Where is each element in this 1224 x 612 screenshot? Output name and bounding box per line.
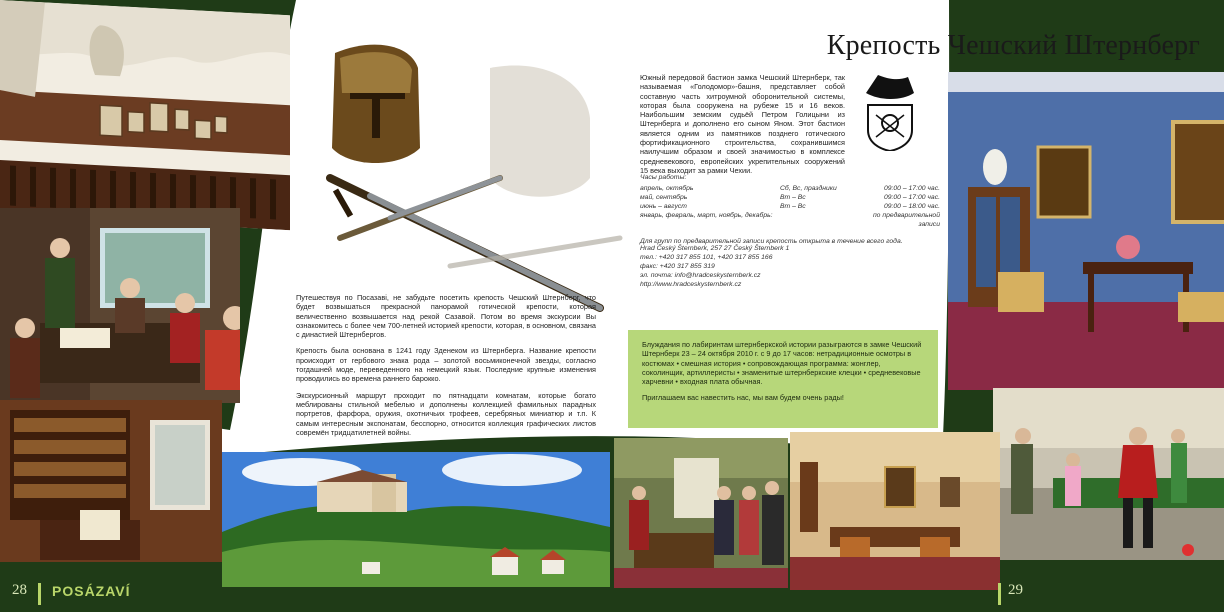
hours-period: май, сентябрь <box>640 194 688 201</box>
table-row <box>640 193 940 202</box>
page-title: Крепость Чешский Штернберг <box>826 30 1200 61</box>
paragraph: Экскурсионный маршрут проходит по пятнадцати комнатам, которые богато меблированы стильной мебелью и дополнены коллекцией фамильных парадных портретов, фарфора, оружия, охотничьих трофеев, серебряных миниатюр и т.п. К самым интересным экспонатам, бесспорно, относится коллекция графических листов совремён тридцатилетней войны. <box>296 390 596 437</box>
photo-blue-salon <box>948 72 1224 390</box>
page-number-left: 28 <box>12 582 27 598</box>
contact-website-link[interactable]: http://www.hradceskysternberk.cz <box>640 281 742 288</box>
table-row <box>640 184 940 193</box>
hours-time: по предварительной записи <box>872 212 940 228</box>
hours-period: январь, февраль, март, ноябрь, декабрь: <box>640 212 773 219</box>
text-bastion: Южный передовой бастион замка Чешский Штернберк, так называемая «Голодомор»-башня, представляет собой составную часть хитроумной оборонительной системы, которая была сооружена на рубеже 15 и 16 веков. Наибольшим земским судьёй Петром Голицыни из Штернберга и дополнено его сыном Яном. Этот бастион является одним из памятников позднего готического фортификационного строительства, сохранившимся наилучшим образом и своей значимостью в комплексе средневекового, европейских укрепительных сооружений 15 века выходит за рамки Чехии. <box>640 73 845 175</box>
contact-phone: тел.: +420 317 855 101, +420 317 855 166 <box>640 254 773 261</box>
photo-costumed-guide-room <box>0 208 240 403</box>
hours-heading: Часы работы: <box>640 174 687 181</box>
footer-divider-right <box>998 583 1001 605</box>
hours-days: Сб, Вс, праздники <box>780 185 837 192</box>
table-row <box>640 202 940 211</box>
event-promo-box <box>628 330 938 428</box>
photo-helmet-and-swords <box>300 38 630 328</box>
hours-table <box>640 184 940 229</box>
hours-days: Вт – Вс <box>780 203 806 210</box>
coat-of-arms-icon <box>858 75 922 151</box>
hours-note: Для групп по предварительной записи крепость открыта в течение всего года. <box>640 238 903 245</box>
contact-block <box>640 244 900 289</box>
photo-castle-landscape <box>222 452 610 587</box>
hours-time: 09:00 – 17:00 час. <box>883 185 940 192</box>
hours-time: 09:00 – 18:00 час. <box>883 203 940 210</box>
photo-library <box>0 400 222 562</box>
photo-frescoed-room <box>790 432 1000 590</box>
opening-hours <box>640 173 940 246</box>
promo-paragraph: Блуждания по лабиринтам штернберкской истории разыграются в замке Чешский Штернберк 23 – 24 октября 2010 г. с 9 до 17 часов: нетрадиционные осмотры в костюмах • смешная история • сопровождающая программа: жонглер, соколинщик, артиллеристы • знаменитые штернберкские клецки • средневековые харчевни • входная плата обычная. <box>642 340 922 387</box>
hours-time: 09:00 – 17:00 час. <box>883 194 940 201</box>
promo-text <box>642 340 924 410</box>
hours-period: апрель, октябрь <box>640 185 694 192</box>
text-intro <box>296 293 596 444</box>
contact-fax: факс: +420 317 855 319 <box>640 263 715 270</box>
photo-visitors-hall <box>614 438 788 588</box>
paragraph: Крепость была основана в 1241 году Зденеком из Штернберга. Название крепости происходит от гербового знака рода – золотой восьмиконечной звезды, согласно тогдашней моде, переведенного на немецкий язык. Последние крупные изменения проводились во времена раннего барокко. <box>296 346 596 384</box>
table-row <box>640 211 940 229</box>
paragraph: Путешествуя по Посазаві, не забудьте посетить крепость Чешский Штернберг, что будет возвышаться прекрасной панорамой готической крепости, которая величественно возвышается над рекой Сазавой. Потом во время экскурсии Вы ознакомитесь с более чем 700-летней историей крепости, которая, в основном, связана с династией Штернбергов. <box>296 293 596 340</box>
footer-divider-left <box>38 583 41 605</box>
contact-email-link[interactable]: эл. почта: info@hradceskysternberk.cz <box>640 272 761 279</box>
hours-days: Вт – Вс <box>780 194 806 201</box>
page-number-right: 29 <box>1008 582 1023 598</box>
photo-juggler-courtyard <box>993 388 1224 560</box>
photo-castle-corridor <box>0 0 290 230</box>
hours-period: июнь – август <box>640 203 687 210</box>
posazavi-logo: POSÁZAVÍ <box>52 583 131 599</box>
contact-address: Hrad Český Šternberk, 257 27 Český Šternberk 1 <box>640 245 790 252</box>
promo-invite: Приглашаем вас навестить нас, мы вам будем очень рады! <box>642 393 844 403</box>
